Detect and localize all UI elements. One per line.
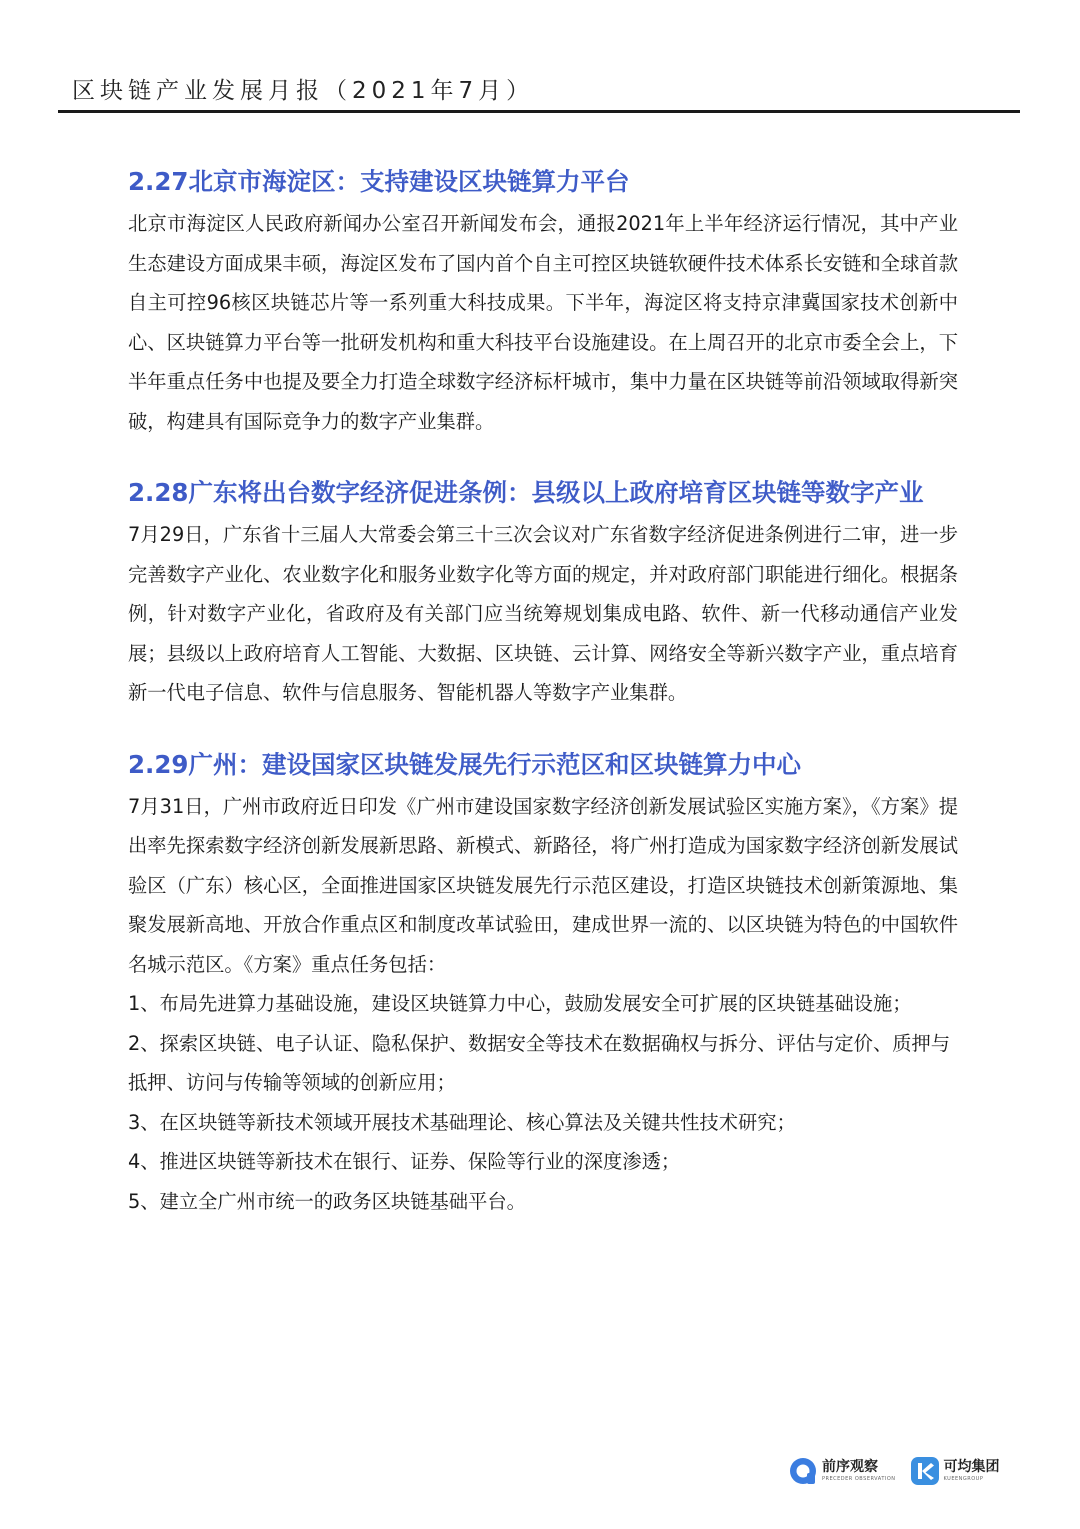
preceder-logo-icon xyxy=(788,1456,818,1486)
list-item: 3、在区块链等新技术领域开展技术基础理论、核心算法及关键共性技术研究； xyxy=(128,1110,796,1134)
section-body-2-29: 7月31日，广州市政府近日印发《广州市建设国家数字经济创新发展试验区实施方案》，《方案》提出率先探索数字经济创新发展新思路、新模式、新路径，将广州打造成为国家数字经济创新发展试验区（广东）核心区，全面推进国家区块链发展先行示范区建设，打造区块链技术创新策源地、集聚发展新高地、开放合作重点区和制度改革试验田，建成世界一流的、以区块链为特色的中国软件名城示范区。《方案》重点任务包括： xyxy=(128,794,958,976)
list-item: 1、布局先进算力基础设施，建设区块链算力中心，鼓励发展安全可扩展的区块链基础设施； xyxy=(128,992,912,1015)
section-body-2-28: 7月29日，广东省十三届人大常委会第三十三次会议对广东省数字经济促进条例进行二审，进一步完善数字产业化、农业数字化和服务业数字化等方面的规定，并对政府部门职能进行细化。根据条例，针对数字产业化，省政府及有关部门应当统筹规划集成电路、软件、新一代移动通信产业发展；县级以上政府培育人工智能、大数据、区块链、云计算、网络安全等新兴数字产业，重点培育新一代电子信息、软件与信息服务、智能机器人等数字产业集群。 xyxy=(128,523,958,704)
section-title-2-27: 2.27北京市海淀区：支持建设区块链算力平台 xyxy=(128,167,630,196)
preceder-logo xyxy=(788,1456,896,1486)
main-content xyxy=(128,160,958,1221)
list-item: 2、探索区块链、电子认证、隐私保护、数据安全等技术在数据确权与拆分、评估与定价、质押与抵押、访问与传输等领域的创新应用； xyxy=(128,1031,951,1094)
list-item: 5、建立全广州市统一的政务区块链基础平台。 xyxy=(128,1189,526,1213)
section-title-2-28: 2.28广东将出台数字经济促进条例：县级以上政府培育区块链等数字产业 xyxy=(128,478,924,507)
kueen-logo-icon xyxy=(910,1456,940,1486)
kueen-logo-name: 可均集团 xyxy=(943,1459,1000,1475)
preceder-logo-name: 前序观察 xyxy=(822,1459,878,1475)
list-item: 4、推进区块链等新技术在银行、证券、保险等行业的深度渗透； xyxy=(128,1150,681,1173)
header-divider xyxy=(58,110,1020,113)
preceder-logo-sub: PRECEDER OBSERVATION xyxy=(822,1476,896,1482)
section-title-2-29: 2.29广州：建设国家区块链发展先行示范区和区块链算力中心 xyxy=(128,749,801,779)
kueen-logo-sub: KUEENGROUP xyxy=(943,1476,984,1482)
report-header: 区块链产业发展月报（2021年7月） xyxy=(72,78,535,104)
footer-logos xyxy=(788,1456,1000,1486)
section-body-2-27: 北京市海淀区人民政府新闻办公室召开新闻发布会，通报2021年上半年经济运行情况，其中产业生态建设方面成果丰硕，海淀区发布了国内首个自主可控区块链软硬件技术体系长安链和全球首款自主可控96核区块链芯片等一系列重大科技成果。下半年，海淀区将支持京津冀国家技术创新中心、区块链算力平台等一批研发机构和重大科技平台设施建设。在上周召开的北京市委全会上，下半年重点任务中也提及要全力打造全球数字经济标杆城市，集中力量在区块链等前沿领域取得新突破，构建具有国际竞争力的数字产业集群。 xyxy=(128,212,958,433)
kueen-logo xyxy=(910,1456,1000,1486)
